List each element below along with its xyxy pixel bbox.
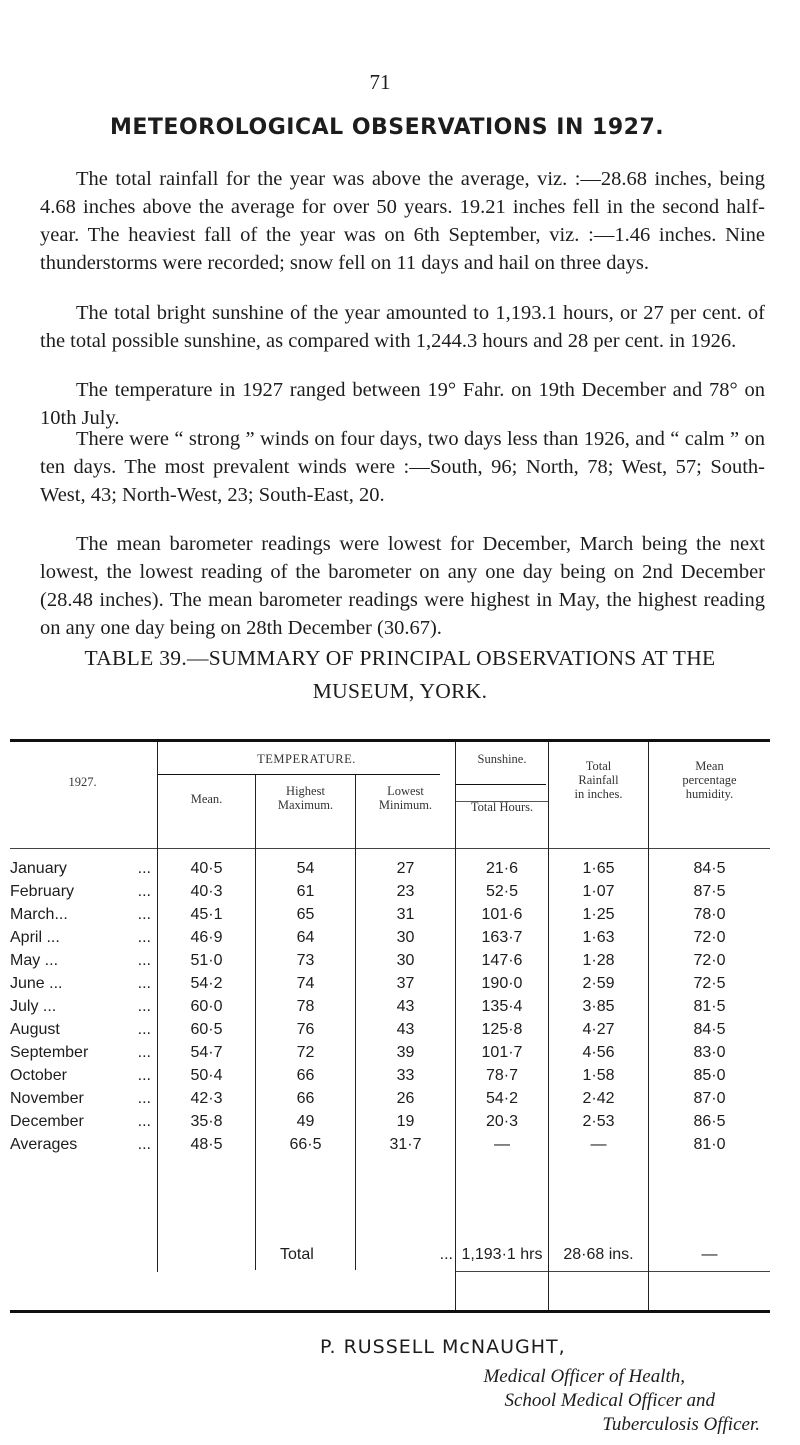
header-mean-humidity: Mean percentage humidity. xyxy=(682,759,737,801)
total-humidity: — xyxy=(701,1246,718,1263)
header-highest-maximum: Highest Maximum. xyxy=(277,784,334,812)
cell-lowest-min: 31 xyxy=(396,906,415,923)
cell-highest-max: 65 xyxy=(296,906,315,923)
cell-lowest-min: 27 xyxy=(396,860,415,877)
leader-dots: ... xyxy=(137,860,151,877)
paragraph-winds: There were “ strong ” winds on four days, two days less than 1926, and “ calm ” on ten days. The most prevalent winds were :—South, 96; North, 78; West, 57; South-West, 43; North-West, 23; South-East, 20. xyxy=(40,428,765,506)
cell-mean: 60·0 xyxy=(190,998,223,1015)
cell-humidity: 85·0 xyxy=(693,1067,726,1084)
cell-lowest-min: 33 xyxy=(396,1067,415,1084)
leader-dots: ... xyxy=(137,929,151,946)
month-name: October xyxy=(10,1067,67,1084)
cell-humidity: 87·0 xyxy=(693,1090,726,1107)
table-caption-line-1: TABLE 39.—SUMMARY OF PRINCIPAL OBSERVATIONS AT THE xyxy=(84,646,716,670)
cell-highest-max: 49 xyxy=(296,1113,315,1130)
row-month-label xyxy=(10,949,155,972)
month-name: May ... xyxy=(10,952,59,969)
total-label: Total xyxy=(280,1246,314,1263)
row-month-label xyxy=(10,1041,155,1064)
cell-highest-max: 61 xyxy=(296,883,315,900)
cell-mean: 40·3 xyxy=(190,883,223,900)
row-month-label xyxy=(10,995,155,1018)
cell-mean: 42·3 xyxy=(190,1090,223,1107)
cell-lowest-min: 43 xyxy=(396,998,415,1015)
cell-highest-max: 66·5 xyxy=(289,1136,322,1153)
header-mean: Mean. xyxy=(190,792,223,806)
month-name: April ... xyxy=(10,929,60,946)
table-top-rule xyxy=(10,739,770,742)
leader-dots: ... xyxy=(137,998,151,1015)
cell-sunshine: 101·6 xyxy=(481,906,523,923)
total-sunshine: 1,193·1 hrs xyxy=(461,1246,543,1263)
cell-lowest-min: 30 xyxy=(396,952,415,969)
cell-mean: 35·8 xyxy=(190,1113,223,1130)
signature-title-2: School Medical Officer and xyxy=(504,1390,715,1411)
row-month-label xyxy=(10,1018,155,1041)
cell-mean: 45·1 xyxy=(190,906,223,923)
cell-mean: 51·0 xyxy=(190,952,223,969)
cell-sunshine: 54·2 xyxy=(485,1090,519,1107)
cell-highest-max: 72 xyxy=(296,1044,315,1061)
month-name: November xyxy=(10,1090,84,1107)
month-name: September xyxy=(10,1044,89,1061)
leader-dots: ... xyxy=(137,883,151,900)
total-dots: ... xyxy=(439,1246,453,1263)
page-number: 71 xyxy=(369,70,391,94)
cell-mean: 60·5 xyxy=(190,1021,223,1038)
row-month-label xyxy=(10,1064,155,1087)
cell-rainfall: — xyxy=(590,1136,607,1153)
cell-sunshine: 52·5 xyxy=(485,883,519,900)
cell-highest-max: 76 xyxy=(296,1021,315,1038)
cell-highest-max: 54 xyxy=(296,860,315,877)
cell-lowest-min: 37 xyxy=(396,975,415,992)
leader-dots: ... xyxy=(137,1021,151,1038)
header-lowest-minimum: Lowest Minimum. xyxy=(378,784,433,812)
header-year: 1927. xyxy=(68,775,97,789)
row-month-label xyxy=(10,1133,155,1156)
cell-sunshine: 163·7 xyxy=(481,929,523,946)
month-name: Averages xyxy=(10,1136,78,1153)
cell-lowest-min: 26 xyxy=(396,1090,415,1107)
leader-dots: ... xyxy=(137,906,151,923)
cell-humidity: 83·0 xyxy=(693,1044,726,1061)
cell-lowest-min: 39 xyxy=(396,1044,415,1061)
cell-humidity: 87·5 xyxy=(693,883,726,900)
cell-rainfall: 3·85 xyxy=(582,998,615,1015)
cell-sunshine: 147·6 xyxy=(481,952,523,969)
cell-humidity: 72·0 xyxy=(693,952,726,969)
cell-sunshine: 78·7 xyxy=(485,1067,519,1084)
signature-name: P. RUSSELL McNAUGHT, xyxy=(320,1336,566,1358)
leader-dots: ... xyxy=(137,975,151,992)
cell-mean: 48·5 xyxy=(190,1136,223,1153)
cell-rainfall: 2·42 xyxy=(582,1090,615,1107)
cell-humidity: 81·0 xyxy=(693,1136,726,1153)
month-name: March... xyxy=(10,906,68,923)
paragraph-sunshine: The total bright sunshine of the year amounted to 1,193.1 hours, or 27 per cent. of the total possible sunshine, as compared with 1,244.3 hours and 28 per cent. in 1926. xyxy=(40,302,765,352)
month-name: February xyxy=(10,883,75,900)
row-month-label xyxy=(10,1087,155,1110)
cell-rainfall: 2·53 xyxy=(582,1113,615,1130)
signature-title-3: Tuberculosis Officer. xyxy=(602,1414,760,1435)
cell-sunshine: 125·8 xyxy=(481,1021,523,1038)
cell-rainfall: 1·07 xyxy=(582,883,615,900)
temperature-subrule xyxy=(158,774,440,775)
header-temperature: TEMPERATURE. xyxy=(257,752,356,766)
month-name: July ... xyxy=(10,998,57,1015)
cell-rainfall: 2·59 xyxy=(582,975,615,992)
month-name: January xyxy=(10,860,67,877)
header-total-hours: Total Hours. xyxy=(470,800,534,814)
sunshine-subrule xyxy=(456,784,546,785)
paragraph-barometer: The mean barometer readings were lowest for December, March being the next lowest, the lowest reading of the barometer on any one day being on 2nd December (28.48 inches). The mean barometer readings were highest in May, the highest reading on any one day being on 28th December (30.67). xyxy=(40,533,765,639)
cell-sunshine: — xyxy=(494,1136,510,1153)
cell-highest-max: 74 xyxy=(296,975,315,992)
table-caption-line-2: MUSEUM, YORK. xyxy=(312,679,488,703)
month-name: December xyxy=(10,1113,84,1130)
cell-humidity: 84·5 xyxy=(693,860,726,877)
cell-mean: 46·9 xyxy=(190,929,223,946)
cell-highest-max: 66 xyxy=(296,1067,315,1084)
cell-highest-max: 73 xyxy=(296,952,315,969)
row-month-label xyxy=(10,880,155,903)
leader-dots: ... xyxy=(137,952,151,969)
total-row xyxy=(158,1243,455,1266)
cell-lowest-min: 30 xyxy=(396,929,415,946)
cell-mean: 40·5 xyxy=(190,860,223,877)
leader-dots: ... xyxy=(137,1067,151,1084)
total-rainfall: 28·68 ins. xyxy=(563,1246,634,1263)
cell-mean: 54·7 xyxy=(190,1044,223,1061)
cell-humidity: 86·5 xyxy=(693,1113,726,1130)
cell-rainfall: 1·65 xyxy=(582,860,615,877)
cell-highest-max: 66 xyxy=(296,1090,315,1107)
cell-humidity: 78·0 xyxy=(693,906,726,923)
row-month-label xyxy=(10,972,155,995)
cell-lowest-min: 19 xyxy=(396,1113,415,1130)
cell-lowest-min: 31·7 xyxy=(389,1136,422,1153)
leader-dots: ... xyxy=(137,1113,151,1130)
total-rule xyxy=(455,1271,770,1272)
cell-highest-max: 64 xyxy=(296,929,315,946)
signature-title-1: Medical Officer of Health, xyxy=(483,1366,685,1387)
cell-humidity: 72·5 xyxy=(693,975,726,992)
paragraph-temperature: The temperature in 1927 ranged between 19° Fahr. on 19th December and 78° on 10th July. xyxy=(40,379,765,429)
cell-rainfall: 1·63 xyxy=(582,929,615,946)
paragraph-rainfall: The total rainfall for the year was above the average, viz. :—28.68 inches, being 4.68 inches above the average for over 50 years. 19.21 inches fell in the second half-year. The heaviest fall of the year was on 6th September, viz. :—1.46 inches. Nine thunderstorms were recorded; snow fell on 11 days and hail on three days. xyxy=(40,168,765,274)
cell-rainfall: 4·27 xyxy=(582,1021,615,1038)
cell-sunshine: 135·4 xyxy=(481,998,523,1015)
table-header-rule xyxy=(10,848,770,849)
page-heading: METEOROLOGICAL OBSERVATIONS IN 1927. xyxy=(110,115,665,140)
cell-lowest-min: 23 xyxy=(396,883,415,900)
header-total-rainfall: Total Rainfall in inches. xyxy=(574,759,623,801)
row-month-label xyxy=(10,903,155,926)
cell-sunshine: 190·0 xyxy=(481,975,523,992)
cell-mean: 50·4 xyxy=(190,1067,223,1084)
cell-sunshine: 101·7 xyxy=(481,1044,523,1061)
cell-mean: 54·2 xyxy=(190,975,223,992)
cell-rainfall: 1·58 xyxy=(582,1067,615,1084)
cell-humidity: 81·5 xyxy=(693,998,726,1015)
row-month-label xyxy=(10,857,155,880)
cell-highest-max: 78 xyxy=(296,998,315,1015)
leader-dots: ... xyxy=(137,1136,151,1153)
month-name: June ... xyxy=(10,975,63,992)
row-month-label xyxy=(10,926,155,949)
cell-sunshine: 21·6 xyxy=(485,860,519,877)
cell-lowest-min: 43 xyxy=(396,1021,415,1038)
cell-rainfall: 1·28 xyxy=(582,952,615,969)
header-sunshine: Sunshine. xyxy=(477,752,527,766)
month-name: August xyxy=(10,1021,60,1038)
leader-dots: ... xyxy=(137,1090,151,1107)
cell-humidity: 84·5 xyxy=(693,1021,726,1038)
table-bottom-rule xyxy=(10,1310,770,1313)
cell-rainfall: 4·56 xyxy=(582,1044,615,1061)
row-month-label xyxy=(10,1110,155,1133)
leader-dots: ... xyxy=(137,1044,151,1061)
cell-rainfall: 1·25 xyxy=(582,906,615,923)
cell-sunshine: 20·3 xyxy=(485,1113,519,1130)
cell-humidity: 72·0 xyxy=(693,929,726,946)
